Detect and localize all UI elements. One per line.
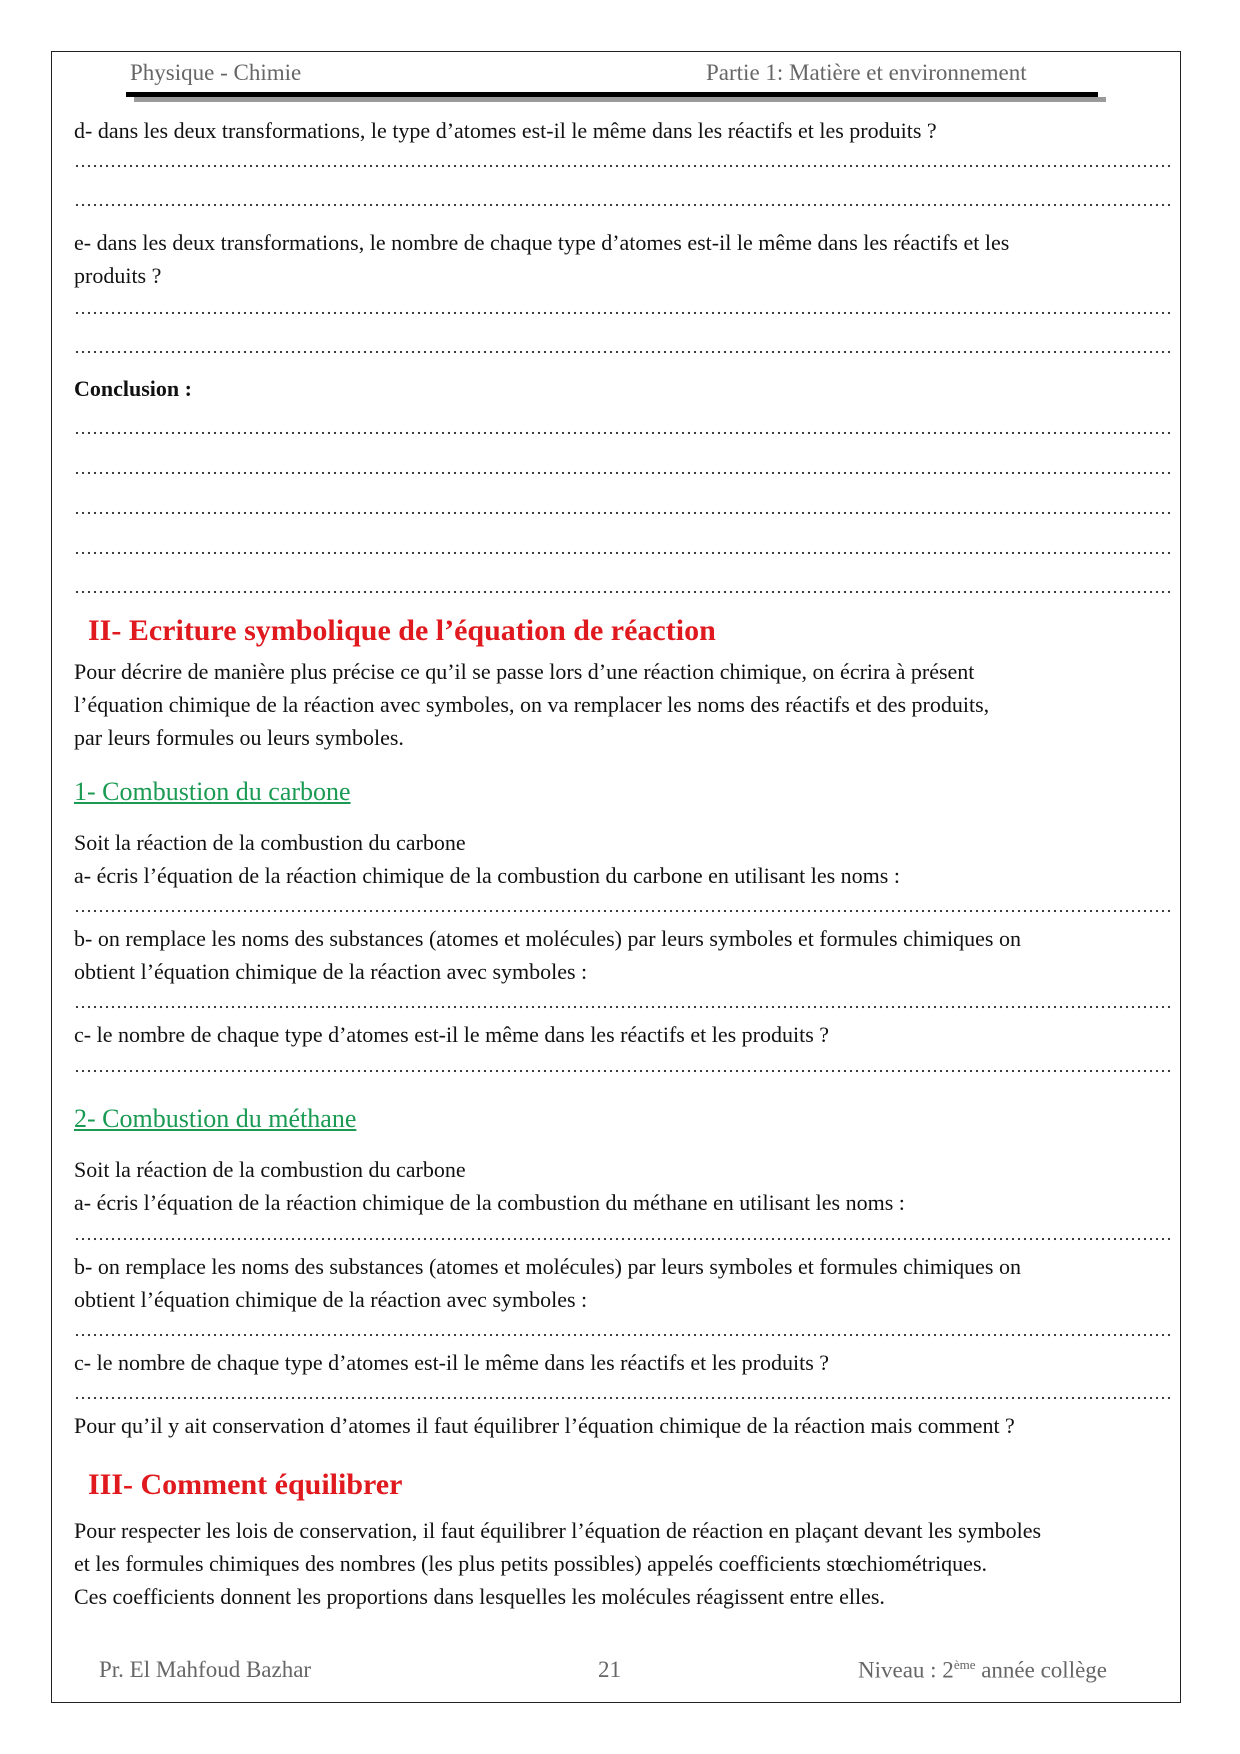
- section-3-title: III- Comment équilibrer: [88, 1468, 403, 1501]
- answer-line: [74, 1069, 1174, 1073]
- answer-line: [74, 431, 1174, 435]
- sub2-question-b-line2: obtient l’équation chimique de la réaction avec symboles :: [74, 1287, 588, 1312]
- question-e-line1: e- dans les deux transformations, le nombre de chaque type d’atomes est-il le même dans les réactifs et les: [74, 230, 1010, 255]
- answer-line: [74, 311, 1174, 315]
- answer-line: [74, 350, 1174, 354]
- header-part: Partie 1: Matière et environnement: [706, 60, 1027, 85]
- footer-author: Pr. El Mahfoud Bazhar: [99, 1657, 312, 1682]
- question-e-line2: produits ?: [74, 263, 162, 288]
- sub1-question-c: c- le nombre de chaque type d’atomes est-il le même dans les réactifs et les produits ?: [74, 1022, 830, 1047]
- section-3-line1: Pour respecter les lois de conservation, il faut équilibrer l’équation de réaction en plaçant devant les symboles: [74, 1518, 1042, 1543]
- subsection-2-title: 2- Combustion du méthane: [74, 1104, 357, 1133]
- footer-level-suffix: année collège: [975, 1657, 1107, 1683]
- answer-line: [74, 164, 1174, 168]
- footer-level-prefix: Niveau : 2: [858, 1657, 954, 1683]
- header-subject: Physique - Chimie: [130, 60, 302, 85]
- sub1-question-b-line1: b- on remplace les noms des substances (atomes et molécules) par leurs symboles et formules chimiques on: [74, 926, 1021, 951]
- answer-line: [74, 1396, 1174, 1400]
- section-2-intro-line2: l’équation chimique de la réaction avec symboles, on va remplacer les noms des réactifs et des produits,: [74, 692, 990, 717]
- sub2-soit: Soit la réaction de la combustion du carbone: [74, 1157, 466, 1182]
- subsection-1-title: 1- Combustion du carbone: [74, 777, 351, 806]
- footer-level: [858, 1657, 1107, 1684]
- section-2-intro-line1: Pour décrire de manière plus précise ce qu’il se passe lors d’une réaction chimique, on écrira à présent: [74, 659, 975, 684]
- answer-line: [74, 909, 1174, 913]
- sub2-question-a: a- écris l’équation de la réaction chimique de la combustion du méthane en utilisant les noms :: [74, 1190, 905, 1215]
- section-3-line2: et les formules chimiques des nombres (les plus petits possibles) appelés coefficients stœchiométriques.: [74, 1551, 988, 1576]
- sub1-soit: Soit la réaction de la combustion du carbone: [74, 830, 466, 855]
- section-2-intro-line3: par leurs formules ou leurs symboles.: [74, 725, 404, 750]
- answer-line: [74, 511, 1174, 515]
- answer-line: [74, 590, 1174, 594]
- conclusion-label: Conclusion :: [74, 376, 192, 401]
- sub1-question-b-line2: obtient l’équation chimique de la réaction avec symboles :: [74, 959, 588, 984]
- footer-level-sup: ème: [953, 1657, 976, 1672]
- header-rule-shadow: [134, 97, 1106, 102]
- footer-page-number: 21: [598, 1657, 621, 1682]
- section-3-line3: Ces coefficients donnent les proportions dans lesquelles les molécules réagissent entre elles.: [74, 1584, 885, 1609]
- answer-line: [74, 1237, 1174, 1241]
- header-rule: [126, 92, 1098, 97]
- section-2-title: II- Ecriture symbolique de l’équation de réaction: [88, 614, 716, 647]
- section-2-transition: Pour qu’il y ait conservation d’atomes il faut équilibrer l’équation chimique de la réaction mais comment ?: [74, 1413, 1015, 1438]
- sub1-question-a: a- écris l’équation de la réaction chimique de la combustion du carbone en utilisant les noms :: [74, 863, 900, 888]
- answer-line: [74, 1005, 1174, 1009]
- answer-line: [74, 203, 1174, 207]
- sub2-question-c: c- le nombre de chaque type d’atomes est-il le même dans les réactifs et les produits ?: [74, 1350, 830, 1375]
- answer-line: [74, 551, 1174, 555]
- question-d: d- dans les deux transformations, le type d’atomes est-il le même dans les réactifs et les produits ?: [74, 118, 937, 143]
- answer-line: [74, 471, 1174, 475]
- answer-line: [74, 1333, 1174, 1337]
- sub2-question-b-line1: b- on remplace les noms des substances (atomes et molécules) par leurs symboles et formules chimiques on: [74, 1254, 1021, 1279]
